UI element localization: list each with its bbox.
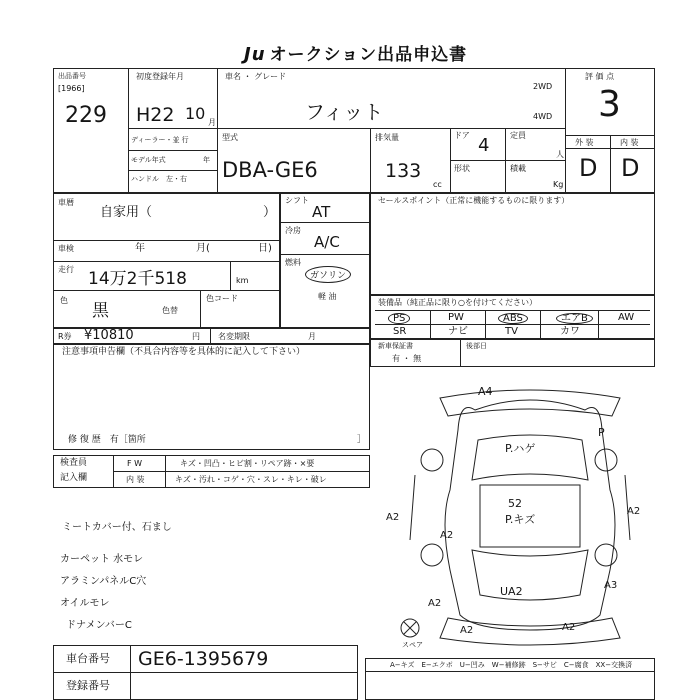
lot-label: 出品番号 [58,72,86,80]
exterior-label: 外 装 [575,138,594,147]
equip-leather: カワ [560,326,580,337]
disp-value: 133 [385,160,422,182]
note-2: カーペット 水モレ [60,554,144,565]
mark-a3: A3 [604,580,618,591]
inspection-day: 日) [258,243,272,254]
mark-p-kizu: P.キズ [505,513,536,526]
note-3: アラミンパネルC穴 [60,576,147,587]
mark-a2-rear-left: A2 [428,598,442,609]
r-value: ¥10810 [84,328,134,343]
history-close: ） [263,205,277,220]
disp-label: 排気量 [375,133,399,142]
interior-value: D [621,154,640,182]
form-title [244,40,467,65]
lot-small: [1966] [58,84,85,93]
mileage-unit: km [236,276,249,285]
color-no-label: 色替 [162,306,178,315]
damage-legend: A−キズ E−エクボ U−凹み W−補修跡 S−サビ C−腐食 XX−交換済 [390,661,633,669]
mark-a2-rear-right: A2 [562,622,576,633]
inspection-year: 年 [135,243,145,254]
manual-value: 有 ・ 無 [392,354,422,363]
ac-value: A/C [314,233,340,251]
fw-items: キズ・凹凸・ヒビ割・リペア跡・×要 [180,459,315,468]
equip-navi: ナビ [448,326,468,337]
mark-a4: A4 [478,385,493,398]
type-label: 型式 [222,133,238,142]
mileage-label: 走行 [58,265,74,274]
equip-sr: SR [393,326,407,337]
fuel-label: 燃料 [285,258,301,267]
inspection-label: 車検 [58,244,74,253]
plate-label: 登録番号 [66,679,110,692]
equip-abs: ABS [498,313,528,324]
color-label: 色 [60,296,68,305]
type-value: DBA-GE6 [222,158,318,182]
repair-close: ］ [357,435,367,445]
score-label: 評 価 点 [585,72,615,81]
mark-a2-right: A2 [627,506,641,517]
colorcode-label: 色コード [206,294,238,303]
score-value: 3 [598,84,621,125]
history-value: 自家用（ [100,205,153,220]
mark-a2-left: A2 [386,512,400,523]
sales-section [370,193,655,295]
equip-label: 装備品（純正品に限り○を付けてください） [378,298,537,307]
notes-area [56,510,296,640]
mark-spare: スペア [402,641,423,649]
disp-unit: cc [433,180,442,189]
car-name-label: 車名 ・ グレード [225,72,287,81]
mark-p: P [598,426,605,439]
fuel-alt: 軽 油 [318,292,337,301]
door-value: 4 [478,135,490,156]
interior-label: 内 装 [620,138,639,147]
month-unit: 月 [208,118,216,127]
caution-label: 注意事項申告欄（不具合内容等を具体的に記入して下さい） [62,347,306,357]
note-5: ドナメンバーC [66,620,132,631]
fw-label: F W [127,459,143,468]
load-unit: Kg [553,180,564,189]
ju-logo: Ju [244,44,266,65]
note-4: オイルモレ [60,598,110,609]
era-value: H22 [136,104,175,126]
history-label: 車暦 [58,198,74,207]
shift-value: AT [312,203,331,221]
chassis-label: 車台番号 [66,652,110,665]
manual-label: 新車保証書 [378,342,413,350]
repair-label: 修 復 歴 有［箇所 [68,435,146,445]
mark-a2-rear: A2 [460,625,474,636]
month-value: 10 [185,104,206,123]
model-year-unit: 年 [203,156,210,164]
equip-aw: AW [618,312,635,323]
r-unit: 円 [192,332,200,341]
entry-label: 記入欄 [60,473,88,483]
door-label: ドア [454,131,470,140]
equip-ps: PS [388,313,410,324]
equip-pw: PW [448,312,464,323]
in-items: キズ・汚れ・コゲ・穴・スレ・キレ・破レ [175,475,327,484]
capacity-label: 定員 [510,131,526,140]
mark-p-hage: P.ハゲ [505,442,536,455]
wd4-label: 4WD [533,112,553,121]
mileage-value: 14万2千518 [88,269,187,289]
ac-label: 冷房 [285,226,301,235]
wd2-label: 2WD [533,82,553,91]
transfer-label: 名変期限 [218,332,250,341]
color-value: 黒 [92,301,109,321]
transfer-month: 月 [308,332,316,341]
title-text: オークション出品申込書 [269,45,468,65]
remarks-label: 後部日 [466,342,487,350]
inspector-label: 検査員 [60,458,88,468]
car-name: フィット [305,100,384,124]
in-label: 内 装 [126,475,145,484]
r-label: R券 [58,332,72,341]
equip-tv: TV [505,326,518,337]
mark-52: 52 [508,497,522,510]
shift-label: シフト [285,196,309,205]
exterior-value: D [579,154,598,182]
shape-label: 形状 [454,164,470,173]
mark-a2-mid: A2 [440,530,454,541]
fuel-value: ガソリン [305,266,351,283]
model-year-label: モデル年式 [131,156,166,164]
mark-ua2: UA2 [500,585,523,598]
chassis-value: GE6-1395679 [138,648,269,670]
load-label: 積載 [510,164,526,173]
note-1: ミートカバー付、石まし [62,522,172,533]
capacity-unit: 人 [556,150,564,159]
inspection-month: 月( [196,243,210,254]
lot-number: 229 [65,103,107,128]
dealer-label: ディーラー・並 行 [131,136,189,144]
sales-label: セールスポイント（正常に機能するものに限ります） [378,196,570,205]
handle-label: ハンドル 左・右 [131,175,187,183]
equip-airbag: エアB [556,313,593,324]
reg-label: 初度登録年月 [136,72,184,81]
